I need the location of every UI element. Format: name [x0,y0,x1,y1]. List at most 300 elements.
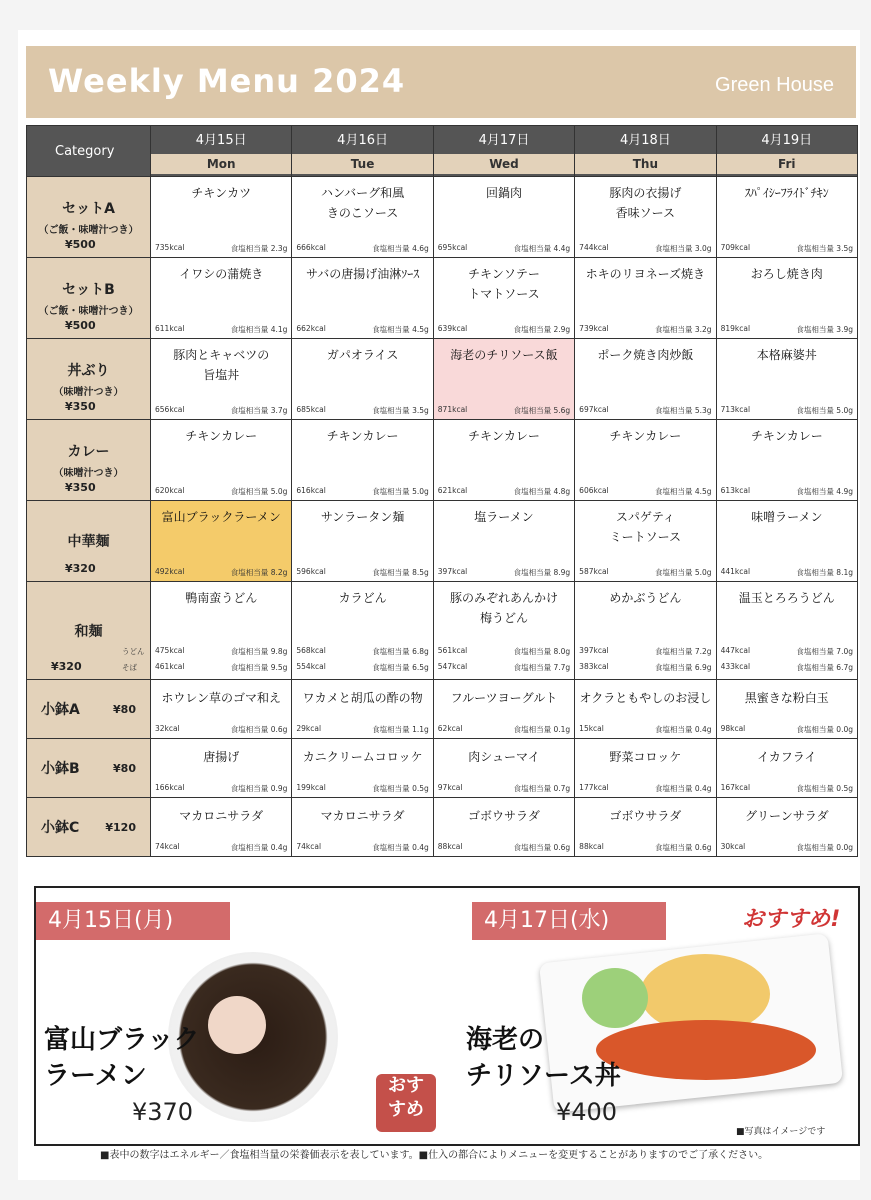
salt-value: 8.0g [553,647,571,656]
salt-value: 7.2g [694,647,712,656]
kcal-value: 666kcal [296,243,326,252]
day-of-week: Fri [717,154,857,174]
salt-label: 食塩相当量 [513,568,552,577]
category-sub: （味噌汁つき） [53,387,124,398]
nutrition-info [296,783,428,794]
category-price: ¥320 [51,660,82,673]
nutrition-info [579,842,711,853]
category-name: 小鉢B [41,761,80,777]
salt-info [231,243,288,254]
kcal-value: 441kcal [720,567,751,576]
salt-info [231,405,288,416]
salt-value: 5.3g [694,406,712,415]
salt-info [231,324,288,335]
kcal-value: 475kcal [155,646,185,655]
salt-label: 食塩相当量 [796,725,834,734]
salt-value: 0.6g [694,843,712,852]
kcal-value: 662kcal [296,324,326,333]
menu-cell [716,420,857,501]
salt-label: 食塩相当量 [372,487,410,496]
footer-note: ■表中の数字はエネルギー／食塩相当量の栄養価表示を表しています。■仕入の都合によりメニューを変更することがありますのでご了承ください。 [100,1150,769,1161]
salt-label: 食塩相当量 [796,843,834,852]
kcal-value: 639kcal [437,324,468,333]
dish-name: イワシの蒲焼き [179,267,264,281]
nutrition-info [296,243,428,254]
menu-cell [716,177,857,258]
feature-dish-right: 海老の チリソース丼 [466,1025,621,1091]
dish-name: 野菜コロッケ [609,750,682,764]
dish-name: チキンカレー [750,429,823,443]
salt-label: 食塩相当量 [796,487,834,496]
salt-label: 食塩相当量 [372,244,410,253]
salt-label: 食塩相当量 [654,568,693,577]
nutrition-info [438,724,570,735]
feature-date-tag-right: 4月17日(水) [472,902,666,940]
menu-cell [433,501,574,582]
salt-label: 食塩相当量 [230,647,269,656]
day-date: 4月15日 [195,133,247,148]
day-date: 4月18日 [619,133,671,148]
salt-value: 8.2g [270,568,288,577]
salt-label: 食塩相当量 [372,725,410,734]
salt-info [514,486,571,497]
kcal-value: 613kcal [720,486,751,495]
salt-value: 0.6g [270,725,288,734]
nutrition-info [579,724,711,735]
salt-label: 食塩相当量 [796,325,834,334]
salt-value: 7.0g [836,647,853,656]
nutrition-info [296,724,428,735]
salt-value: 0.6g [553,843,571,852]
nutrition-info [438,783,570,794]
dish-name: めかぶうどん [609,591,682,605]
salt-info [231,646,288,657]
salt-value: 0.4g [694,725,712,734]
nutrition-info [721,662,853,673]
dish-name: チキンソテー トマトソース [468,267,540,301]
salt-label: 食塩相当量 [654,325,693,334]
day-date: 4月16日 [337,133,388,148]
salt-value: 0.9g [270,784,288,793]
menu-cell [151,680,292,739]
salt-info [655,324,712,335]
menu-cell [151,798,292,857]
menu-cell [151,177,292,258]
salt-label: 食塩相当量 [372,568,410,577]
menu-cell [575,258,716,339]
salt-info [796,243,853,254]
dish-name: サンラータン麺 [320,510,405,524]
salt-value: 0.1g [553,725,571,734]
menu-cell [433,798,574,857]
table-row [27,420,858,501]
salt-label: 食塩相当量 [230,725,269,734]
menu-cell [716,501,857,582]
dish-name: サバの唐揚げ油淋ｿｰｽ [305,267,420,281]
kcal-value: 744kcal [579,243,609,252]
salt-label: 食塩相当量 [654,663,693,672]
category-price: ¥350 [65,481,96,494]
menu-cell [575,339,716,420]
salt-label: 食塩相当量 [372,784,410,793]
category-price: ¥120 [105,820,136,834]
salt-label: 食塩相当量 [796,647,834,656]
dish-name: ガパオライス [326,348,399,362]
nutrition-info [155,405,287,416]
salt-value: 4.9g [836,487,853,496]
salt-value: 3.9g [836,325,853,334]
category-cell [27,798,151,857]
menu-cell [151,582,292,680]
category-name: セットB [62,282,115,298]
menu-cell [575,739,716,798]
salt-label: 食塩相当量 [230,244,269,253]
salt-value: 5.0g [270,487,288,496]
nutrition-info [721,486,853,497]
kcal-value: 177kcal [579,783,609,792]
menu-cell [433,582,574,680]
dish-name: オクラともやしのお浸し [579,691,712,705]
salt-value: 9.8g [270,647,288,656]
menu-cell [292,739,433,798]
salt-value: 4.8g [553,487,571,496]
salt-value: 4.5g [694,487,712,496]
menu-cell [292,582,433,680]
kcal-value: 461kcal [155,662,185,671]
salt-value: 9.5g [270,663,288,672]
menu-cell [292,339,433,420]
salt-label: 食塩相当量 [513,487,552,496]
salt-label: 食塩相当量 [230,784,269,793]
day-of-week: Mon [151,154,291,174]
menu-cell [292,420,433,501]
salt-value: 2.9g [553,325,571,334]
salt-info [796,724,853,735]
dish-name: ｽﾊﾟｲｼｰﾌﾗｲﾄﾞﾁｷﾝ [744,186,829,200]
category-cell [27,339,151,420]
dish-name: 豚肉とキャベツの 旨塩丼 [173,348,270,382]
menu-cell [151,339,292,420]
dish-name: 本格麻婆丼 [756,348,817,362]
menu-cell [151,258,292,339]
nutrition-info [155,842,287,853]
nutrition-info [721,646,853,657]
salt-label: 食塩相当量 [230,487,269,496]
nutrition-info [438,567,570,578]
salt-label: 食塩相当量 [230,568,269,577]
kcal-value: 98kcal [720,724,746,733]
salt-label: 食塩相当量 [654,244,693,253]
category-sub: （味噌汁つき） [53,468,124,479]
salt-label: 食塩相当量 [230,843,269,852]
salt-label: 食塩相当量 [654,406,693,415]
category-cell [27,680,151,739]
menu-cell [433,339,574,420]
kcal-value: 383kcal [579,662,609,671]
nutrition-info [296,662,428,673]
category-name: 小鉢C [41,820,80,836]
salt-info [655,724,712,735]
salt-info [514,324,571,335]
category-inline [27,817,150,837]
dish-name: イカフライ [757,750,817,764]
salt-info [796,324,853,335]
salt-value: 6.9g [694,663,712,672]
menu-cell [292,501,433,582]
feature-dish-left: 富山ブラック ラーメン [44,1025,200,1091]
nutrition-info [721,842,853,853]
image-note: ■写真はイメージです [736,1127,826,1137]
salt-value: 2.3g [270,244,288,253]
dish-name: ホキのリヨネーズ焼き [585,267,706,281]
nutrition-info [721,324,853,335]
salt-info [655,646,712,657]
table-row [27,339,858,420]
feature-date-tag-left: 4月15日(月) [36,902,230,940]
kcal-value: 554kcal [296,662,326,671]
table-row [27,798,858,857]
table-row [27,501,858,582]
kcal-value: 611kcal [155,324,185,333]
kcal-value: 620kcal [155,486,185,495]
salt-label: 食塩相当量 [372,647,410,656]
nutrition-info [721,405,853,416]
category-name: 小鉢A [41,702,80,718]
table-row [27,680,858,739]
salt-value: 5.6g [553,406,571,415]
salt-value: 4.6g [412,244,429,253]
salt-value: 4.4g [553,244,571,253]
salt-label: 食塩相当量 [513,843,552,852]
dish-name: 唐揚げ [203,750,240,764]
kcal-value: 166kcal [155,783,185,792]
salt-label: 食塩相当量 [654,784,693,793]
menu-cell [433,177,574,258]
salt-value: 8.5g [412,568,429,577]
kcal-value: 621kcal [437,486,468,495]
dish-name: ホウレン草のゴマ和え [161,691,282,705]
dish-name: マカロニサラダ [320,809,405,823]
dish-name: チキンカレー [609,429,682,443]
salt-value: 0.7g [553,784,571,793]
day-header [433,126,574,177]
nutrition-info [438,486,570,497]
dish-name: 味噌ラーメン [751,510,823,524]
dish-name: 塩ラーメン [474,510,534,524]
featured-section [34,886,860,1146]
kcal-value: 492kcal [155,567,185,576]
nutrition-info [296,486,428,497]
salt-info [372,324,429,335]
salt-info [796,405,853,416]
salt-info [372,243,429,254]
header-banner [26,46,856,118]
nutrition-info [579,783,711,794]
salt-value: 6.7g [836,663,853,672]
salt-label: 食塩相当量 [796,663,834,672]
salt-info [514,724,571,735]
menu-cell [575,798,716,857]
kcal-value: 739kcal [579,324,609,333]
table-row [27,739,858,798]
osusume-badge: おすすめ! [742,907,841,932]
feature-price-left: ¥370 [132,1098,194,1126]
salt-label: 食塩相当量 [372,406,410,415]
kcal-value: 819kcal [720,324,751,333]
osusume-stamp: おす すめ [376,1074,436,1132]
dish-name: スパゲティ ミートソース [609,510,682,544]
menu-cell [292,798,433,857]
menu-cell [292,177,433,258]
salt-label: 食塩相当量 [513,244,552,253]
nutrition-info [721,243,853,254]
kcal-value: 29kcal [296,724,322,733]
category-price: ¥80 [113,761,136,775]
salt-value: 5.0g [694,568,712,577]
salt-info [231,724,288,735]
category-name: 丼ぶり [67,363,110,379]
dish-name: カラどん [338,591,387,605]
salt-info [231,486,288,497]
kcal-value: 656kcal [155,405,185,414]
nutrition-info [296,567,428,578]
dish-name: 鴨南蛮うどん [185,591,258,605]
salt-info [231,662,288,673]
salt-value: 6.5g [412,663,429,672]
salt-info [655,243,712,254]
salt-label: 食塩相当量 [513,647,552,656]
salt-label: 食塩相当量 [513,406,552,415]
menu-cell [433,739,574,798]
category-inline [27,699,150,719]
dish-name: 豚のみぞれあんかけ 梅うどん [449,591,558,625]
menu-cell [151,501,292,582]
menu-table [26,125,858,857]
category-price: ¥350 [65,400,96,413]
table-row [27,177,858,258]
kcal-value: 587kcal [579,567,609,576]
nutrition-info [579,486,711,497]
dish-name: ゴボウサラダ [609,809,682,823]
salt-value: 3.5g [836,244,853,253]
menu-cell [575,680,716,739]
salt-info [655,783,712,794]
soba-label: そば [122,663,137,672]
dish-name: チキンカレー [468,429,540,443]
category-price: ¥320 [65,562,96,575]
salt-label: 食塩相当量 [654,725,693,734]
nutrition-info [155,662,287,673]
kcal-value: 735kcal [155,243,185,252]
nutrition-info [579,324,711,335]
salt-info [796,486,853,497]
category-name: セットA [62,201,115,217]
kcal-value: 397kcal [579,646,609,655]
menu-cell [716,582,857,680]
salt-label: 食塩相当量 [654,487,693,496]
salt-info [372,646,429,657]
menu-cell [433,680,574,739]
salt-info [372,662,429,673]
dish-name: 回鍋肉 [485,186,522,200]
menu-cell [716,680,857,739]
kcal-value: 97kcal [437,783,463,792]
salt-info [372,405,429,416]
salt-info [655,842,712,853]
nutrition-info [721,724,853,735]
kcal-value: 30kcal [720,842,746,851]
dish-name: ハンバーグ和風 きのこソース [321,186,405,220]
category-price: ¥500 [65,319,96,332]
nutrition-info [721,567,853,578]
salt-value: 7.7g [553,663,571,672]
day-header [151,126,292,177]
salt-info [231,567,288,578]
category-sub: （ご飯・味噌汁つき） [38,225,139,236]
menu-cell [716,739,857,798]
dish-name: チキンカレー [185,429,258,443]
dish-name: 海老のチリソース飯 [450,348,558,362]
menu-cell [575,177,716,258]
kcal-value: 433kcal [720,662,751,671]
nutrition-info [579,567,711,578]
salt-label: 食塩相当量 [372,325,410,334]
nutrition-info [579,646,711,657]
kcal-value: 713kcal [720,405,751,414]
salt-info [514,243,571,254]
salt-info [655,662,712,673]
salt-label: 食塩相当量 [372,663,410,672]
nutrition-info [155,324,287,335]
kcal-value: 15kcal [579,724,604,733]
salt-info [796,567,853,578]
salt-info [514,842,571,853]
dish-name: ゴボウサラダ [468,809,540,823]
nutrition-info [155,724,287,735]
day-header [716,126,857,177]
nutrition-info [579,662,711,673]
salt-value: 1.1g [412,725,429,734]
menu-cell [433,420,574,501]
salt-value: 3.2g [694,325,712,334]
salt-value: 0.0g [836,843,853,852]
category-price: ¥80 [113,702,136,716]
table-row [27,258,858,339]
menu-cell [575,582,716,680]
nutrition-info [438,646,570,657]
salt-label: 食塩相当量 [654,843,693,852]
day-of-week: Thu [575,154,715,174]
kcal-value: 199kcal [296,783,326,792]
salt-label: 食塩相当量 [513,663,552,672]
nutrition-info [438,662,570,673]
salt-label: 食塩相当量 [230,663,269,672]
category-cell [27,258,151,339]
category-sub: （ご飯・味噌汁つき） [38,306,139,317]
table-header-row [27,126,858,177]
dish-name: おろし焼き肉 [750,267,823,281]
salt-label: 食塩相当量 [513,784,552,793]
salt-info [514,783,571,794]
nutrition-info [438,243,570,254]
salt-info [231,842,288,853]
salt-value: 0.4g [270,843,288,852]
salt-value: 8.1g [836,568,853,577]
day-date: 4月19日 [761,133,813,148]
menu-cell [292,258,433,339]
category-cell [27,501,151,582]
nutrition-info [438,842,570,853]
